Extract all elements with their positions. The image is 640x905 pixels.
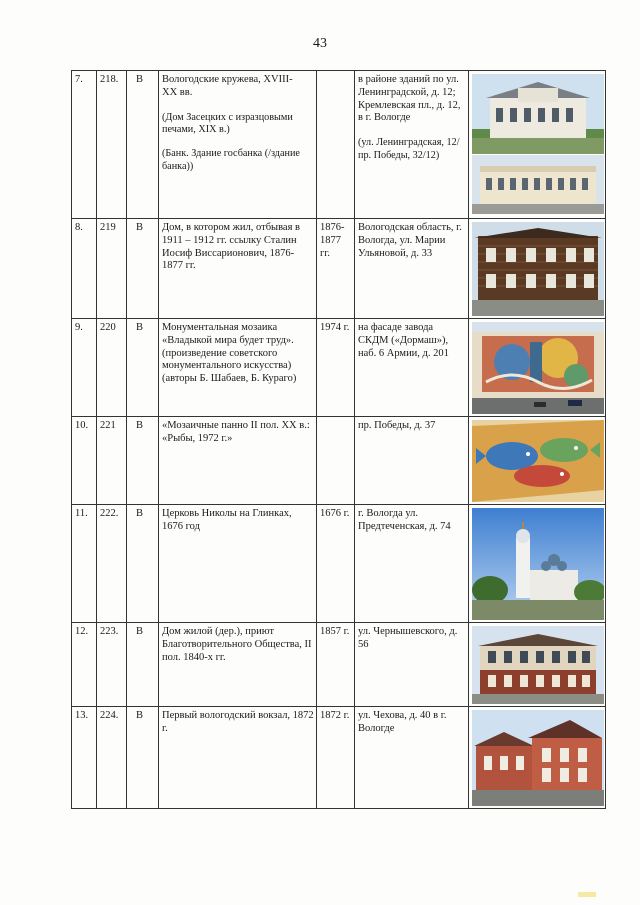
- object-name: Дом жилой (дер.), приют Благотворительного Общества, II пол. 1840-х гг.: [159, 623, 317, 707]
- object-date: [317, 71, 355, 219]
- scan-mark: [578, 892, 596, 897]
- photo-cell: [469, 623, 606, 707]
- church-photo: [472, 508, 604, 620]
- row-number: 7.: [72, 71, 97, 219]
- category: В: [127, 219, 159, 319]
- category: В: [127, 71, 159, 219]
- photo-cell: [469, 417, 606, 505]
- registry-number: 218.: [97, 71, 127, 219]
- row-number: 9.: [72, 319, 97, 417]
- object-date: 1872 г.: [317, 707, 355, 809]
- object-address: ул. Чехова, д. 40 в г. Вологде: [355, 707, 469, 809]
- row-number: 10.: [72, 417, 97, 505]
- mosaic-facade-photo: [472, 322, 604, 414]
- object-date: [317, 417, 355, 505]
- registry-number: 222.: [97, 505, 127, 623]
- object-address: в районе зданий по ул. Ленинградской, д. 12; Кремлевская пл., д. 12, в г. Вологде (ул. Ленинградская, 12/пр. Победы, 32/12): [355, 71, 469, 219]
- table-row: [72, 319, 606, 417]
- object-date: 1857 г.: [317, 623, 355, 707]
- category: В: [127, 623, 159, 707]
- category: В: [127, 707, 159, 809]
- photo-cell: [469, 219, 606, 319]
- object-date: 1876-1877 гг.: [317, 219, 355, 319]
- object-address: Вологодская область, г. Вологда, ул. Марии Ульяновой, д. 33: [355, 219, 469, 319]
- table-row: [72, 417, 606, 505]
- table-row: [72, 623, 606, 707]
- object-name: Монументальная мозаика «Владыкой мира будет труд». (произведение советского монументального искусства) (авторы Б. Шабаев, Б. Кураго): [159, 319, 317, 417]
- object-name: Церковь Николы на Глинках, 1676 год: [159, 505, 317, 623]
- table-row: [72, 505, 606, 623]
- category: В: [127, 505, 159, 623]
- object-address: г. Вологда ул. Предтеченская, д. 74: [355, 505, 469, 623]
- object-name: Вологодские кружева, XVIII- XX вв. (Дом Засецких с изразцовыми печами, XIX в.) (Банк. Здание госбанка (/здание банка)): [159, 71, 317, 219]
- fish-mosaic-photo: [472, 420, 604, 502]
- registry-number: 224.: [97, 707, 127, 809]
- object-address: на фасаде завода СКДМ («Дормаш»), наб. 6 Армии, д. 201: [355, 319, 469, 417]
- row-number: 8.: [72, 219, 97, 319]
- row-number: 13.: [72, 707, 97, 809]
- object-date: 1676 г.: [317, 505, 355, 623]
- monuments-table: [71, 70, 606, 809]
- wooden-house-photo: [472, 222, 604, 316]
- two-storey-house-photo: [472, 626, 604, 704]
- page-number: 43: [313, 36, 327, 51]
- registry-number: 219: [97, 219, 127, 319]
- object-name: Дом, в котором жил, отбывая в 1911 – 1912 гг. ссылку Сталин Иосиф Виссарионович, 1876-1877 гг.: [159, 219, 317, 319]
- object-name: «Мозаичные панно II пол. XX в.: «Рыбы, 1972 г.»: [159, 417, 317, 505]
- object-address: пр. Победы, д. 37: [355, 417, 469, 505]
- table-row: [72, 707, 606, 809]
- photo-cell: [469, 505, 606, 623]
- registry-number: 221: [97, 417, 127, 505]
- table-row: [72, 71, 606, 219]
- category: В: [127, 319, 159, 417]
- railway-station-photo: [472, 710, 604, 806]
- object-date: 1974 г.: [317, 319, 355, 417]
- object-address: ул. Чернышевского, д. 56: [355, 623, 469, 707]
- photo-cell: [469, 71, 606, 219]
- registry-number: 223.: [97, 623, 127, 707]
- object-name: Первый вологодский вокзал, 1872 г.: [159, 707, 317, 809]
- manor-house-and-bank-photo: [472, 74, 604, 214]
- registry-number: 220: [97, 319, 127, 417]
- photo-cell: [469, 319, 606, 417]
- category: В: [127, 417, 159, 505]
- table-row: [72, 219, 606, 319]
- photo-cell: [469, 707, 606, 809]
- row-number: 12.: [72, 623, 97, 707]
- row-number: 11.: [72, 505, 97, 623]
